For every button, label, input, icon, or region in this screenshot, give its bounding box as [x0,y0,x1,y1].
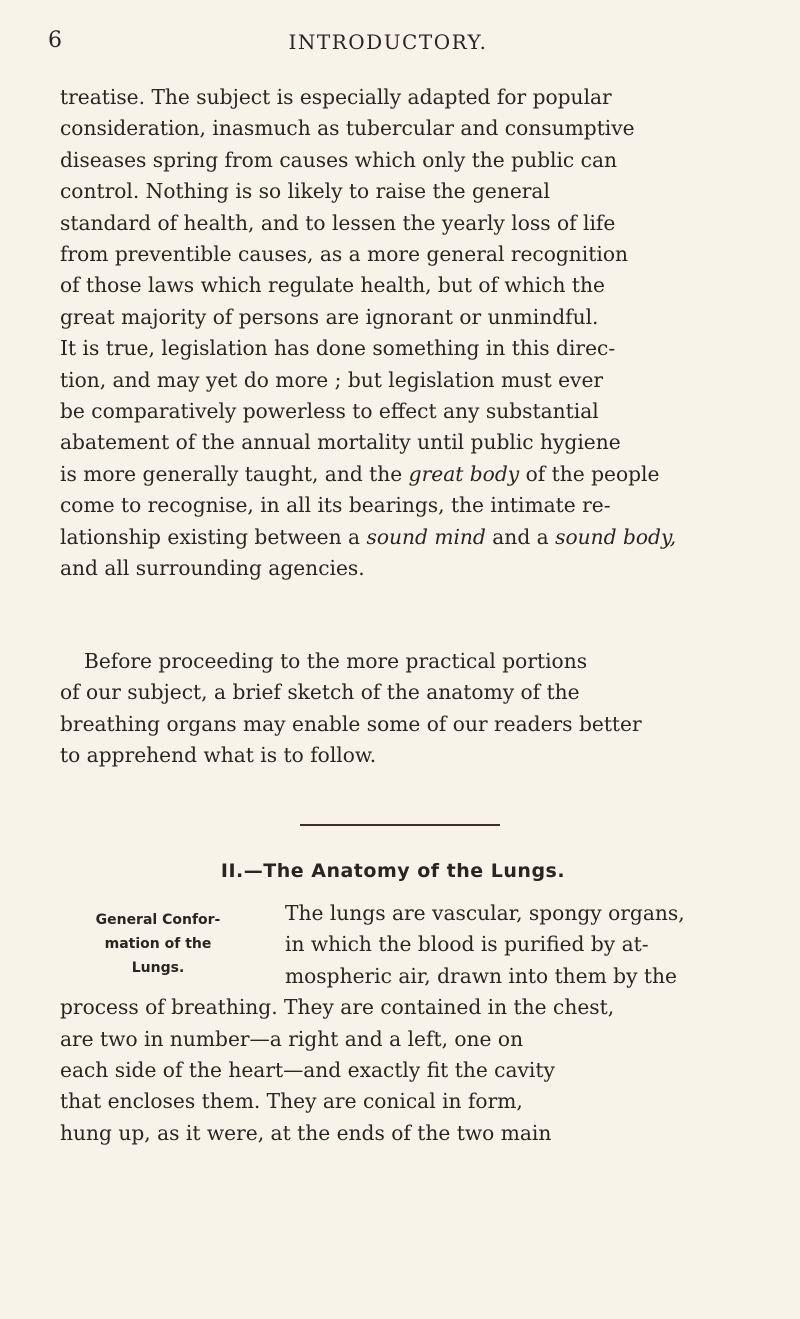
text-line: and all surrounding agencies. [60,556,365,581]
paragraph-1 [60,82,726,585]
text-line: come to recognise, in all its bearings, the intimate re- [60,493,611,518]
text-line: consideration, inasmuch as tubercular and consumptive [60,116,635,141]
text-line: treatise. The subject is especially adapted for popular [60,85,612,109]
section-heading: II.—The Anatomy of the Lungs. [220,860,566,882]
text-line: of our subject, a brief sketch of the anatomy of the [60,680,580,705]
text-line: mospheric air, drawn into them by the [285,963,677,988]
italic-phrase: sound mind [366,524,486,549]
text-line: process of breathing. They are contained in the chest, [60,995,615,1020]
text-line: to apprehend what is to follow. [60,743,377,768]
text-fragment: lationship existing between a [60,524,367,549]
text-line: hung up, as it were, at the ends of the two main [60,1120,552,1145]
page-header [48,28,728,62]
text-fragment: and a [485,524,556,549]
section-divider [300,824,500,826]
sidenote-line: mation of the [104,936,212,952]
text-line: in which the blood is purified by at- [285,932,649,957]
text-line: Before proceeding to the more practical portions [84,649,588,673]
sidenote-line: Lungs. [131,960,185,976]
text-line [60,522,726,553]
text-fragment: is more generally taught, and the [60,461,409,486]
text-line: standard of health, and to lessen the yearly loss of life [60,210,616,235]
text-line: control. Nothing is so likely to raise the general [60,179,550,204]
text-line: from preventible causes, as a more general recognition [60,242,628,267]
text-line: of those laws which regulate health, but of which the [60,273,605,298]
page-number: 6 [48,28,62,53]
text-line: It is true, legislation has done something in this direc- [60,336,616,361]
text-line: each side of the heart—and exactly fit the cavity [60,1058,555,1083]
text-line: great majority of persons are ignorant or unmindful. [60,304,599,329]
text-line [60,459,726,490]
text-fragment: of the people [519,461,660,486]
sidenote-line: General Confor- [95,912,221,928]
text-line: are two in number—a right and a left, one on [60,1026,524,1051]
paragraph-2 [60,646,726,772]
text-line: diseases spring from causes which only the public can [60,147,617,172]
text-line: be comparatively powerless to effect any substantial [60,399,599,424]
paragraph-3 [60,898,726,1149]
italic-phrase: sound body, [555,524,677,549]
running-head: INTRODUCTORY. [288,30,488,54]
text-line: tion, and may yet do more ; but legislation must ever [60,367,604,392]
text-line: breathing organs may enable some of our readers better [60,711,642,736]
text-line: that encloses them. They are conical in form, [60,1089,523,1114]
text-line: abatement of the annual mortality until public hygiene [60,430,621,455]
italic-phrase: great body [408,461,520,486]
text-line: The lungs are vascular, spongy organs, [285,901,685,925]
